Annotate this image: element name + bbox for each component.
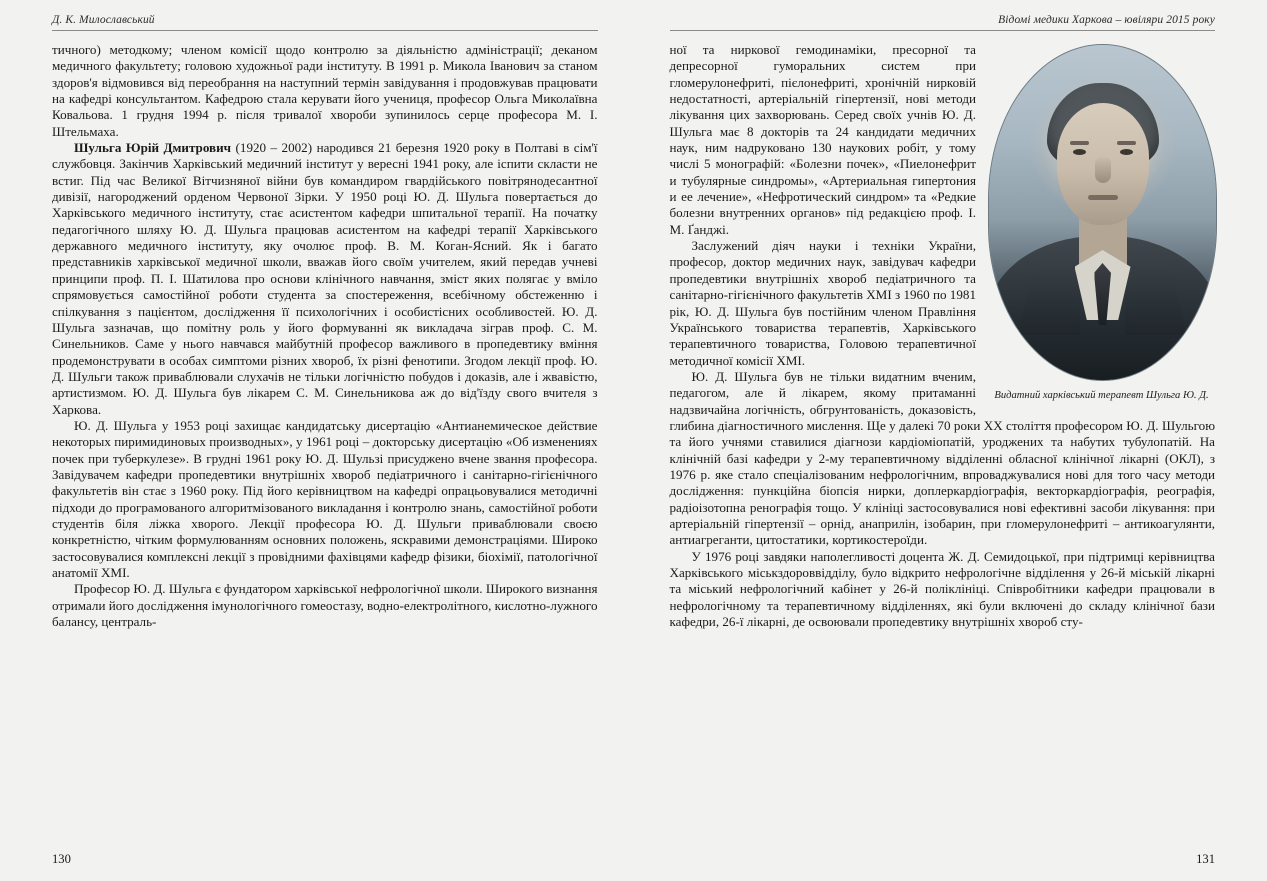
left-page-header bbox=[52, 14, 598, 31]
portrait-image bbox=[988, 44, 1217, 381]
paragraph: ної та ниркової гемодинаміки, пресорної та депресорної гуморальних систем при гломерулонефриті, пієлонефриті, хронічній нирковій недостатності, артеріальній гіпертензії, нові методи лікування цих захворювань. Серед своїх учнів Ю. Д. Шульга має 8 докторів та 24 кандидати медичних наук, ним надруковано 130 наукових робіт, у тому числі 5 монографій: «Болезни почек», «Пиелонефрит и тубулярные синдромы», «Артериальная гипертония и ее лечение», «Нефротический синдром» та «Редкие болезни внутренних органов» під редакцією проф. І. М. Ґанджі. bbox=[669, 42, 976, 237]
portrait-mouth bbox=[1088, 195, 1118, 200]
page-gutter bbox=[634, 0, 635, 881]
left-page-body bbox=[52, 42, 598, 630]
bio-name: Шульга Юрій Дмитрович bbox=[74, 140, 232, 156]
paragraph: У 1976 році завдяки наполегливості доцента Ж. Д. Семидоцької, при підтримці керівництва Харківського міськздороввідділу, було відкрито нефрологічне відділення у 26-й міській лікарні та міський нефрологічний кабінет у 26-й поліклініці. Співробітники кафедри працювали в нефрологічному та терапевтичному відділеннях, які були включені до складу клінічної бази кафедри, 26-ї лікарні, де освоювали пропедевтику внутрішніх хвороб сту- bbox=[669, 548, 1215, 630]
paragraph: Ю. Д. Шульга у 1953 році захищає кандидатську дисертацію «Антианемическое действие некоторых пиримидиновых производных», у 1961 році – докторську дисертацію «Об изменениях почек при туберкулезе». В грудні 1961 року Ю. Д. Шульзі присуджено вчене звання професора. Завідувачем кафедри пропедевтики внутрішніх хвороб педіатричного і санітарно-гігієнічного факультетів він стає з 1960 року. Під його керівництвом на кафедрі опрацьовувалися методичні підходи до програмованого алгоритмізованого викладання і контролю знань, самостійної роботи студентів біля ліжка хворого. Лекції професора Ю. Д. Шульги приваблювали своєю конкретністю, чітким формулюванням основних положень, яскравими демонстраціями. Широко застосовувалися комплексні лекції з провідними фахівцями кафедр фізики, біохімії, патологічної анатомії ХМІ. bbox=[52, 417, 598, 580]
paragraph-rest: року в Полтаві в сім'ї службовця. Закінчив Харківський медичний інститут у вересні 1941 року, але іспити скласти не встиг. Під час Великої Вітчизняної війни був командиром гвардійського повітрянодесантної дивізії, нагороджений орденом Червоної Зірки. У 1950 році Ю. Д. Шульга повертається до Харківського медичного інституту, стає асистентом кафедри шпитальної терапії. На початку педагогічного шляху Ю. Д. Шульга працював асистентом на кафедрі терапії Харківського державного медичного інституту, яку очолює проф. В. М. Коган-Ясний. Як і багато представників харківської медичної школи, вважав його своїм учителем, який передав учневі принципи проф. П. І. Шатилова про основи клінічного навчання, зміст яких полягає у вміло спрямовується самостійної роботи студента за спостереження, всебічному обстеженню і спілкування з пацієнтом, дослідження її психологічних і особистісних особливостей. Ю. Д. Шульга зазначав, що помітну роль у його формуванні як викладача зіграв проф. С. М. Синельников. Саме у нього навчався майбутній професор важливого в пропедевтику вміння продемонструвати в особах симптоми різних хвороб, їх різні фенотипи. Згодом лекції проф. Ю. Д. Шульги також приваблювали слухачів не тільки логічністю побудов і доказів, але і жвавістю, артистизмом. Ю. Д. Шульга був лікарем С. М. Синельникова аж до від'їзду свого вчителя з Харкова. bbox=[52, 140, 598, 417]
portrait-figure bbox=[988, 44, 1215, 402]
paragraph: Заслужений діяч науки і техніки України, професор, доктор медичних наук, завідувач кафедри пропедевтики внутрішніх хвороб педіатричного та санітарно-гігієнічного факультетів ХМІ з 1960 по 1981 рік, Ю. Д. Шульга був постійним членом Правління Українського товариства терапевтів, Харківського терапевтичного товариства, Головою терапевтичної методичної комісії ХМІ. bbox=[669, 238, 976, 368]
portrait-brow-left bbox=[1070, 141, 1089, 145]
right-page bbox=[634, 0, 1267, 881]
bio-dates: (1920 – 2002) bbox=[235, 140, 313, 156]
paragraph: тичного) методкому; членом комісії щодо контролю за діяльністю адміністрації; деканом медичного факультету; головою художньої ради інституту. В 1991 р. Микола Іванович за станом здоров'я відмовився від переобрання на наступний термін завідування і продовжував працювати на кафедрі консультантом. Кафедрою стала керувати його учениця, професор Ольга Миколаївна Ковальова. 1 грудня 1994 р. після тривалої хвороби зупинилось серце професора М. І. Штельмаха. bbox=[52, 42, 598, 139]
portrait-eye-right bbox=[1120, 149, 1133, 155]
paragraph: Професор Ю. Д. Шульга є фундатором харківської нефрологічної школи. Широкого визнання отримали його дослідження імунологічного гомеостазу, водно-електролітного, кислотно-лужного балансу, централь- bbox=[52, 581, 598, 630]
left-running-head: Д. К. Милославський bbox=[52, 14, 155, 26]
paragraph: Ю. Д. Шульга був не тільки видатним вченим, педагогом, але й лікарем, якому притаманні надзвичайна логічність, обгрунтованість, доказовість, глибина діагностичного мислення. Ще у далекі 70 роки ХХ століття професором Ю. Д. Шульгою та його учнями ставилися діагнози кардіоміопатій, уроджених та набутих тубулопатій. На клінічній базі кафедри у 2-му терапевтичному відділенні обласної клінічної лікарні (ОКЛ), з 1976 р. яке стало спеціалізованим нефрологічним, впроваджувалися нові для того часу методи дослідження: пункційна біопсія нирки, доплеркардіографія, векторкардіографія, реографія, радіоізотопна ренографія тощо. У клініці застосовувалися нові ефективні засоби лікування: при артеріальній гіпертензії – орнід, анаприлін, ізобарин, при гломерулонефриті – антикоагулянти, антиагреганти, цитостатики, кортикостероїди. bbox=[669, 368, 1215, 548]
portrait-brow-right bbox=[1117, 141, 1136, 145]
left-page-number: 130 bbox=[52, 852, 71, 866]
right-page-number: 131 bbox=[1196, 852, 1215, 866]
bio-lead: народився 21 березня 1920 bbox=[316, 140, 470, 156]
right-running-head: Відомі медики Харкова – ювіляри 2015 року bbox=[998, 14, 1215, 26]
portrait-eye-left bbox=[1073, 149, 1086, 155]
portrait-caption: Видатний харківський терапевт Шульга Ю. Д. bbox=[994, 390, 1209, 401]
right-page-header bbox=[670, 14, 1216, 31]
paragraph-bio-entry bbox=[52, 140, 598, 418]
portrait-nose bbox=[1095, 157, 1111, 183]
right-page-body bbox=[670, 42, 1216, 630]
